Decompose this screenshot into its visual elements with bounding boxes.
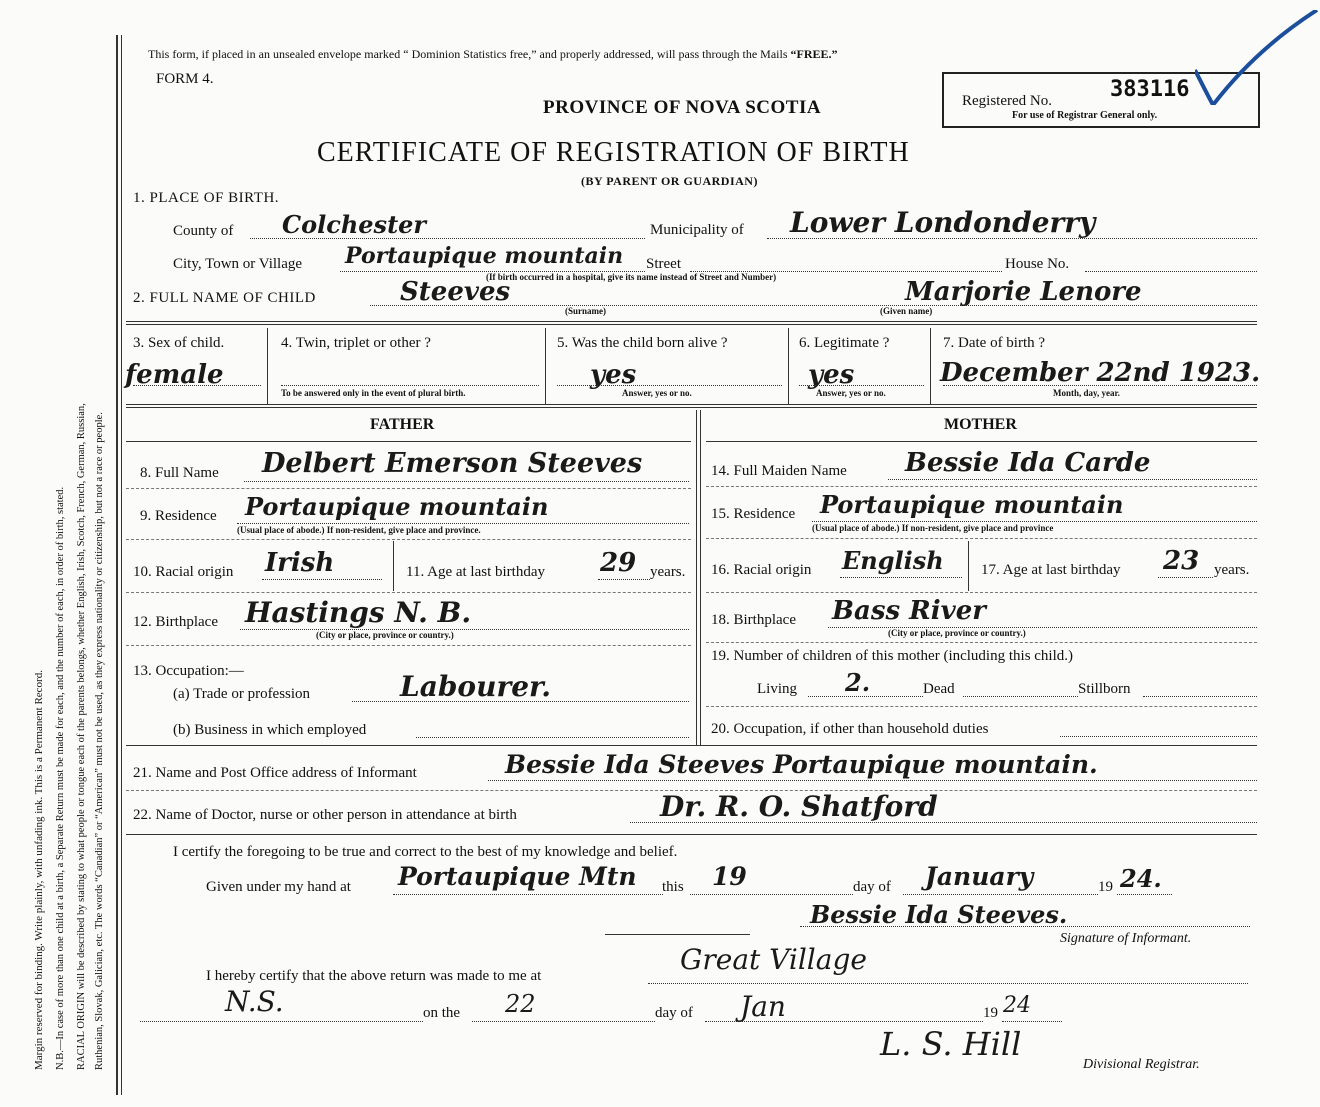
form-number: FORM 4. [156, 71, 214, 87]
registrar-year-suffix: 24 [1003, 993, 1031, 1018]
mother-birthplace-label: 18. Birthplace [711, 612, 796, 628]
registrar-day-of-label: day of [655, 1005, 693, 1021]
mother-residence-note: (Usual place of abode.) If non-resident, give place and province [812, 523, 1054, 533]
legitimate-value: yes [808, 360, 855, 390]
registrar-signature: L. S. Hill [880, 1025, 1022, 1063]
informant-value: Bessie Ida Steeves Portaupique mountain. [505, 750, 1098, 779]
father-age-value: 29 [600, 548, 637, 578]
legitimate-label: 6. Legitimate ? [799, 335, 890, 351]
father-birthplace-note: (City or place, province or country.) [316, 630, 454, 640]
on-the-label: on the [423, 1005, 461, 1021]
registrar-day-value: 22 [505, 990, 536, 1018]
certificate-subtitle: (BY PARENT OR GUARDIAN) [581, 174, 758, 188]
born-alive-value: yes [590, 360, 637, 390]
dead-label: Dead [923, 681, 955, 697]
father-race-label: 10. Racial origin [133, 564, 234, 580]
father-age-label: 11. Age at last birthday [406, 564, 545, 580]
given-place-value: Portaupique Mtn [398, 862, 637, 891]
province-heading: PROVINCE OF NOVA SCOTIA [543, 97, 822, 118]
mother-children-label: 19. Number of children of this mother (including this child.) [711, 648, 1074, 664]
certification-statement: I certify the foregoing to be true and correct to the best of my knowledge and belief. [173, 844, 678, 860]
margin-note-1: Margin reserved for binding. Write plainly, with unfading ink. This is a Permanent Record. [33, 670, 45, 1070]
house-no-label: House No. [1005, 256, 1070, 272]
father-trade-label: (a) Trade or profession [173, 686, 311, 702]
father-years-label: years. [650, 564, 686, 580]
street-note: (If birth occurred in a hospital, give its name instead of Street and Number) [486, 272, 777, 282]
mother-race-label: 16. Racial origin [711, 562, 812, 578]
registrar-place-value: Great Village [680, 943, 867, 976]
father-name-label: 8. Full Name [140, 465, 219, 481]
county-value: Colchester [282, 210, 427, 239]
municipality-value: Lower Londonderry [790, 206, 1096, 239]
margin-note-3: RACIAL ORIGIN will be described by stating to what people or tongue each of the parents belongs, whether English, Irish, Scotch, French, German, Russian, [76, 403, 87, 1070]
born-alive-label: 5. Was the child born alive ? [557, 335, 728, 351]
county-label: County of [173, 223, 234, 239]
registrar-month-value: Jan [740, 990, 786, 1023]
child-given-name: Marjorie Lenore [905, 277, 1142, 307]
given-month-value: January [925, 862, 1034, 891]
day-of-label: day of [853, 879, 891, 895]
born-alive-note: Answer, yes or no. [622, 388, 692, 398]
mother-heading: MOTHER [944, 416, 1017, 433]
registrar-year-prefix: 19 [983, 1005, 998, 1021]
margin-note-4: Ruthenian, Slovak, Galician, etc. The words “Canadian” or “American” must not be used, as they express nationality or citizenship, but not a race or people. [94, 412, 105, 1070]
father-occupation-label: 13. Occupation:— [133, 663, 244, 679]
doctor-label: 22. Name of Doctor, nurse or other person in attendance at birth [133, 807, 517, 823]
father-race-value: Irish [265, 548, 335, 578]
child-surname: Steeves [400, 277, 511, 307]
sex-label: 3. Sex of child. [133, 335, 225, 351]
twin-note: To be answered only in the event of plural birth. [281, 388, 466, 398]
mother-age-value: 23 [1163, 546, 1200, 576]
binding-margin-line [116, 35, 118, 1095]
informant-signature: Bessie Ida Steeves. [810, 900, 1068, 929]
mother-residence-label: 15. Residence [711, 506, 796, 522]
given-under-label: Given under my hand at [206, 879, 351, 895]
given-year-prefix: 19 [1098, 879, 1113, 895]
place-of-birth-label: 1. PLACE OF BIRTH. [133, 190, 280, 206]
child-name-label: 2. FULL NAME OF CHILD [133, 290, 316, 306]
signature-of-informant-label: Signature of Informant. [1060, 931, 1192, 946]
this-label: this [662, 879, 684, 895]
divisional-registrar-label: Divisional Registrar. [1083, 1057, 1200, 1072]
city-label: City, Town or Village [173, 256, 303, 272]
informant-label: 21. Name and Post Office address of Informant [133, 765, 417, 781]
mother-age-label: 17. Age at last birthday [981, 562, 1121, 578]
father-heading: FATHER [370, 416, 435, 433]
given-year-suffix: 24. [1120, 864, 1162, 893]
municipality-label: Municipality of [650, 222, 744, 238]
given-name-note: (Given name) [880, 306, 933, 316]
binding-margin-line-2 [121, 35, 122, 1095]
living-value: 2. [845, 668, 871, 697]
check-mark-icon [1195, 10, 1320, 105]
certificate-title: CERTIFICATE OF REGISTRATION OF BIRTH [317, 137, 910, 168]
mail-notice: This form, if placed in an unsealed envelope marked “ Dominion Statistics free,” and properly addressed, will pass through the Mails “FREE.” [148, 47, 838, 61]
mother-name-label: 14. Full Maiden Name [711, 463, 847, 479]
registrar-statement: I hereby certify that the above return was made to me at [206, 968, 542, 984]
stillborn-label: Stillborn [1078, 681, 1131, 697]
mother-name-value: Bessie Ida Carde [905, 448, 1151, 478]
doctor-value: Dr. R. O. Shatford [660, 790, 938, 823]
surname-note: (Surname) [565, 306, 606, 316]
father-business-label: (b) Business in which employed [173, 722, 367, 738]
mother-birthplace-note: (City or place, province or country.) [888, 628, 1026, 638]
father-residence-label: 9. Residence [140, 508, 217, 524]
given-day-value: 19 [712, 862, 747, 891]
mother-race-value: English [842, 546, 944, 575]
mother-birthplace-value: Bass River [832, 596, 986, 626]
father-trade-value: Labourer. [400, 670, 551, 703]
dob-label: 7. Date of birth ? [943, 335, 1046, 351]
mother-residence-value: Portaupique mountain [820, 490, 1124, 519]
father-birthplace-label: 12. Birthplace [133, 614, 218, 630]
father-residence-value: Portaupique mountain [245, 492, 549, 521]
registered-number: 383116 [1110, 77, 1190, 102]
registrar-province-value: N.S. [225, 985, 284, 1018]
living-label: Living [757, 681, 797, 697]
twin-label: 4. Twin, triplet or other ? [281, 335, 431, 351]
sex-value: female [125, 360, 224, 390]
margin-note-2: N.B.—In case of more than one child at a birth, a Separate Return must be made for each, and the number of each, in order of birth, stated. [55, 486, 66, 1070]
registrar-general-note: For use of Registrar General only. [1012, 110, 1158, 121]
father-birthplace-value: Hastings N. B. [245, 596, 472, 629]
city-value: Portaupique mountain [345, 243, 624, 269]
dob-value: December 22nd 1923. [940, 358, 1261, 388]
street-label: Street [646, 256, 681, 272]
father-name-value: Delbert Emerson Steeves [262, 448, 643, 479]
legitimate-note: Answer, yes or no. [816, 388, 886, 398]
father-residence-note: (Usual place of abode.) If non-resident, give place and province. [237, 525, 481, 535]
mother-years-label: years. [1214, 562, 1250, 578]
registered-no-label: Registered No. [962, 93, 1052, 109]
dob-note: Month, day, year. [1053, 388, 1120, 398]
mother-occupation-label: 20. Occupation, if other than household duties [711, 721, 989, 737]
